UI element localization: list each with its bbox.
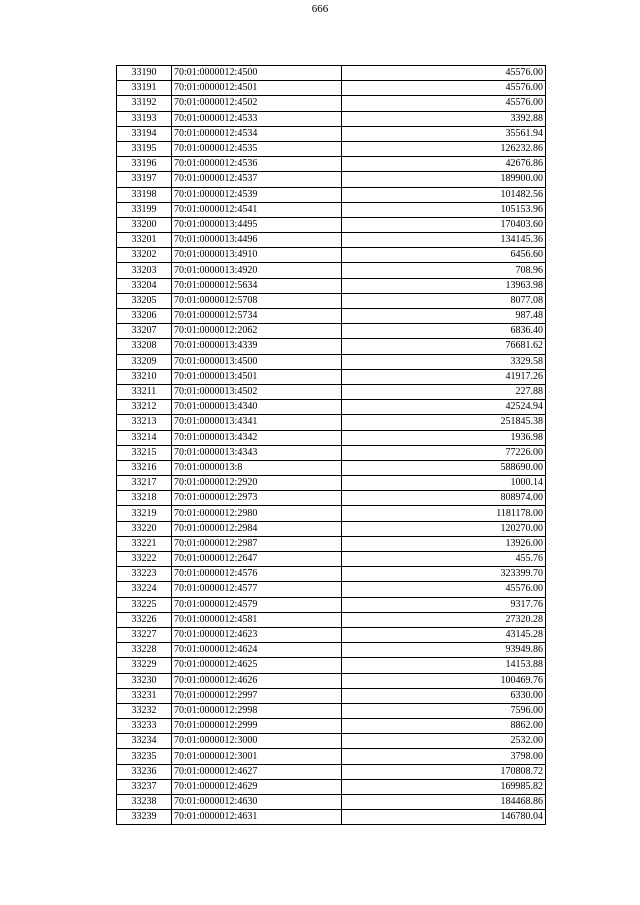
table-row: [117, 339, 546, 354]
value-cell: 146780.04: [342, 810, 546, 825]
row-number-cell: 33201: [117, 233, 172, 248]
table-row: [117, 734, 546, 749]
table-row: [117, 627, 546, 642]
row-number-cell: 33222: [117, 552, 172, 567]
cadastral-number-cell: 70:01:0000012:4624: [172, 643, 342, 658]
cadastral-number-cell: 70:01:0000012:5734: [172, 309, 342, 324]
value-cell: 93949.86: [342, 643, 546, 658]
value-cell: 987.48: [342, 309, 546, 324]
row-number-cell: 33229: [117, 658, 172, 673]
row-number-cell: 33220: [117, 521, 172, 536]
row-number-cell: 33190: [117, 66, 172, 81]
page-number: 666: [311, 3, 329, 15]
value-cell: 105153.96: [342, 202, 546, 217]
value-cell: 323399.70: [342, 567, 546, 582]
cadastral-number-cell: 70:01:0000012:2999: [172, 719, 342, 734]
cadastral-number-cell: 70:01:0000013:4496: [172, 233, 342, 248]
row-number-cell: 33226: [117, 612, 172, 627]
row-number-cell: 33207: [117, 324, 172, 339]
row-number-cell: 33211: [117, 384, 172, 399]
value-cell: 7596.00: [342, 703, 546, 718]
row-number-cell: 33230: [117, 673, 172, 688]
table-row: [117, 643, 546, 658]
table-row: [117, 293, 546, 308]
row-number-cell: 33227: [117, 627, 172, 642]
table-row: [117, 703, 546, 718]
row-number-cell: 33202: [117, 248, 172, 263]
cadastral-number-cell: 70:01:0000012:5634: [172, 278, 342, 293]
cadastral-number-cell: 70:01:0000012:4625: [172, 658, 342, 673]
table-row: [117, 810, 546, 825]
cadastral-number-cell: 70:01:0000012:2997: [172, 688, 342, 703]
value-cell: 189900.00: [342, 172, 546, 187]
cadastral-number-cell: 70:01:0000012:4627: [172, 764, 342, 779]
cadastral-number-cell: 70:01:0000012:4626: [172, 673, 342, 688]
cadastral-number-cell: 70:01:0000012:2647: [172, 552, 342, 567]
table-row: [117, 612, 546, 627]
row-number-cell: 33203: [117, 263, 172, 278]
value-cell: 169985.82: [342, 779, 546, 794]
cadastral-number-cell: 70:01:0000013:4340: [172, 400, 342, 415]
value-cell: 6330.00: [342, 688, 546, 703]
cadastral-number-cell: 70:01:0000012:2973: [172, 491, 342, 506]
cadastral-number-cell: 70:01:0000012:4631: [172, 810, 342, 825]
cadastral-number-cell: 70:01:0000012:2987: [172, 536, 342, 551]
row-number-cell: 33208: [117, 339, 172, 354]
cadastral-number-cell: 70:01:0000012:4501: [172, 81, 342, 96]
row-number-cell: 33238: [117, 795, 172, 810]
table-row: [117, 248, 546, 263]
table-row: [117, 764, 546, 779]
table-row: [117, 126, 546, 141]
value-cell: 1181178.00: [342, 506, 546, 521]
value-cell: 708.96: [342, 263, 546, 278]
row-number-cell: 33200: [117, 217, 172, 232]
table-row: [117, 445, 546, 460]
row-number-cell: 33219: [117, 506, 172, 521]
registry-table-body: [117, 66, 546, 825]
row-number-cell: 33194: [117, 126, 172, 141]
value-cell: 134145.36: [342, 233, 546, 248]
cadastral-number-cell: 70:01:0000012:5708: [172, 293, 342, 308]
row-number-cell: 33193: [117, 111, 172, 126]
value-cell: 3798.00: [342, 749, 546, 764]
value-cell: 45576.00: [342, 96, 546, 111]
value-cell: 45576.00: [342, 81, 546, 96]
value-cell: 3329.58: [342, 354, 546, 369]
table-row: [117, 673, 546, 688]
value-cell: 3392.88: [342, 111, 546, 126]
cadastral-number-cell: 70:01:0000012:4534: [172, 126, 342, 141]
table-row: [117, 309, 546, 324]
cadastral-number-cell: 70:01:0000013:4343: [172, 445, 342, 460]
cadastral-number-cell: 70:01:0000013:4502: [172, 384, 342, 399]
cadastral-number-cell: 70:01:0000013:4501: [172, 369, 342, 384]
cadastral-number-cell: 70:01:0000012:2980: [172, 506, 342, 521]
table-row: [117, 263, 546, 278]
cadastral-number-cell: 70:01:0000012:2062: [172, 324, 342, 339]
row-number-cell: 33224: [117, 582, 172, 597]
row-number-cell: 33204: [117, 278, 172, 293]
row-number-cell: 33213: [117, 415, 172, 430]
row-number-cell: 33214: [117, 430, 172, 445]
value-cell: 14153.88: [342, 658, 546, 673]
cadastral-number-cell: 70:01:0000012:4500: [172, 66, 342, 81]
table-row: [117, 66, 546, 81]
value-cell: 43145.28: [342, 627, 546, 642]
table-row: [117, 688, 546, 703]
row-number-cell: 33210: [117, 369, 172, 384]
cadastral-number-cell: 70:01:0000012:2984: [172, 521, 342, 536]
row-number-cell: 33232: [117, 703, 172, 718]
table-row: [117, 491, 546, 506]
value-cell: 41917.26: [342, 369, 546, 384]
row-number-cell: 33198: [117, 187, 172, 202]
cadastral-number-cell: 70:01:0000012:4630: [172, 795, 342, 810]
table-row: [117, 415, 546, 430]
table-row: [117, 779, 546, 794]
table-row: [117, 749, 546, 764]
cadastral-number-cell: 70:01:0000012:4539: [172, 187, 342, 202]
value-cell: 227.88: [342, 384, 546, 399]
row-number-cell: 33209: [117, 354, 172, 369]
table-row: [117, 719, 546, 734]
row-number-cell: 33197: [117, 172, 172, 187]
value-cell: 126232.86: [342, 141, 546, 156]
value-cell: 170403.60: [342, 217, 546, 232]
value-cell: 808974.00: [342, 491, 546, 506]
row-number-cell: 33228: [117, 643, 172, 658]
value-cell: 170808.72: [342, 764, 546, 779]
cadastral-number-cell: 70:01:0000012:4533: [172, 111, 342, 126]
value-cell: 8862.00: [342, 719, 546, 734]
table-row: [117, 324, 546, 339]
table-row: [117, 795, 546, 810]
value-cell: 184468.86: [342, 795, 546, 810]
value-cell: 6456.60: [342, 248, 546, 263]
cadastral-number-cell: 70:01:0000012:4577: [172, 582, 342, 597]
row-number-cell: 33218: [117, 491, 172, 506]
table-row: [117, 658, 546, 673]
table-row: [117, 96, 546, 111]
table-row: [117, 506, 546, 521]
cadastral-number-cell: 70:01:0000012:4502: [172, 96, 342, 111]
row-number-cell: 33237: [117, 779, 172, 794]
cadastral-number-cell: 70:01:0000012:4535: [172, 141, 342, 156]
table-row: [117, 582, 546, 597]
table-row: [117, 111, 546, 126]
value-cell: 251845.38: [342, 415, 546, 430]
cadastral-number-cell: 70:01:0000013:4341: [172, 415, 342, 430]
cadastral-number-cell: 70:01:0000013:8: [172, 460, 342, 475]
value-cell: 45576.00: [342, 66, 546, 81]
table-row: [117, 400, 546, 415]
value-cell: 45576.00: [342, 582, 546, 597]
table-row: [117, 552, 546, 567]
row-number-cell: 33235: [117, 749, 172, 764]
value-cell: 100469.76: [342, 673, 546, 688]
cadastral-number-cell: 70:01:0000012:4541: [172, 202, 342, 217]
row-number-cell: 33221: [117, 536, 172, 551]
cadastral-number-cell: 70:01:0000013:4910: [172, 248, 342, 263]
table-row: [117, 172, 546, 187]
table-row: [117, 202, 546, 217]
value-cell: 35561.94: [342, 126, 546, 141]
row-number-cell: 33215: [117, 445, 172, 460]
cadastral-number-cell: 70:01:0000012:3000: [172, 734, 342, 749]
table-row: [117, 278, 546, 293]
table-row: [117, 597, 546, 612]
row-number-cell: 33236: [117, 764, 172, 779]
row-number-cell: 33205: [117, 293, 172, 308]
cadastral-number-cell: 70:01:0000013:4495: [172, 217, 342, 232]
table-row: [117, 521, 546, 536]
cadastral-number-cell: 70:01:0000012:2920: [172, 476, 342, 491]
cadastral-number-cell: 70:01:0000012:4576: [172, 567, 342, 582]
row-number-cell: 33223: [117, 567, 172, 582]
table-row: [117, 460, 546, 475]
row-number-cell: 33217: [117, 476, 172, 491]
registry-table: [116, 65, 546, 825]
cadastral-number-cell: 70:01:0000012:2998: [172, 703, 342, 718]
value-cell: 76681.62: [342, 339, 546, 354]
table-row: [117, 354, 546, 369]
row-number-cell: 33234: [117, 734, 172, 749]
table-row: [117, 369, 546, 384]
value-cell: 77226.00: [342, 445, 546, 460]
row-number-cell: 33192: [117, 96, 172, 111]
cadastral-number-cell: 70:01:0000012:4581: [172, 612, 342, 627]
cadastral-number-cell: 70:01:0000013:4500: [172, 354, 342, 369]
value-cell: 27320.28: [342, 612, 546, 627]
row-number-cell: 33239: [117, 810, 172, 825]
value-cell: 1936.98: [342, 430, 546, 445]
table-row: [117, 430, 546, 445]
table-row: [117, 157, 546, 172]
row-number-cell: 33225: [117, 597, 172, 612]
table-row: [117, 81, 546, 96]
cadastral-number-cell: 70:01:0000013:4342: [172, 430, 342, 445]
value-cell: 6836.40: [342, 324, 546, 339]
row-number-cell: 33233: [117, 719, 172, 734]
value-cell: 13926.00: [342, 536, 546, 551]
cadastral-number-cell: 70:01:0000012:4537: [172, 172, 342, 187]
cadastral-number-cell: 70:01:0000012:4579: [172, 597, 342, 612]
value-cell: 13963.98: [342, 278, 546, 293]
cadastral-number-cell: 70:01:0000013:4920: [172, 263, 342, 278]
table-row: [117, 233, 546, 248]
row-number-cell: 33212: [117, 400, 172, 415]
row-number-cell: 33231: [117, 688, 172, 703]
value-cell: 120270.00: [342, 521, 546, 536]
table-row: [117, 384, 546, 399]
table-row: [117, 476, 546, 491]
value-cell: 2532.00: [342, 734, 546, 749]
cadastral-number-cell: 70:01:0000012:3001: [172, 749, 342, 764]
row-number-cell: 33206: [117, 309, 172, 324]
value-cell: 9317.76: [342, 597, 546, 612]
table-row: [117, 217, 546, 232]
table-row: [117, 567, 546, 582]
value-cell: 8077.08: [342, 293, 546, 308]
table-row: [117, 141, 546, 156]
row-number-cell: 33196: [117, 157, 172, 172]
row-number-cell: 33216: [117, 460, 172, 475]
value-cell: 42524.94: [342, 400, 546, 415]
cadastral-number-cell: 70:01:0000012:4629: [172, 779, 342, 794]
value-cell: 588690.00: [342, 460, 546, 475]
cadastral-number-cell: 70:01:0000013:4339: [172, 339, 342, 354]
table-row: [117, 187, 546, 202]
table-row: [117, 536, 546, 551]
value-cell: 101482.56: [342, 187, 546, 202]
value-cell: 1000.14: [342, 476, 546, 491]
row-number-cell: 33199: [117, 202, 172, 217]
row-number-cell: 33191: [117, 81, 172, 96]
value-cell: 455.76: [342, 552, 546, 567]
value-cell: 42676.86: [342, 157, 546, 172]
cadastral-number-cell: 70:01:0000012:4623: [172, 627, 342, 642]
row-number-cell: 33195: [117, 141, 172, 156]
cadastral-number-cell: 70:01:0000012:4536: [172, 157, 342, 172]
